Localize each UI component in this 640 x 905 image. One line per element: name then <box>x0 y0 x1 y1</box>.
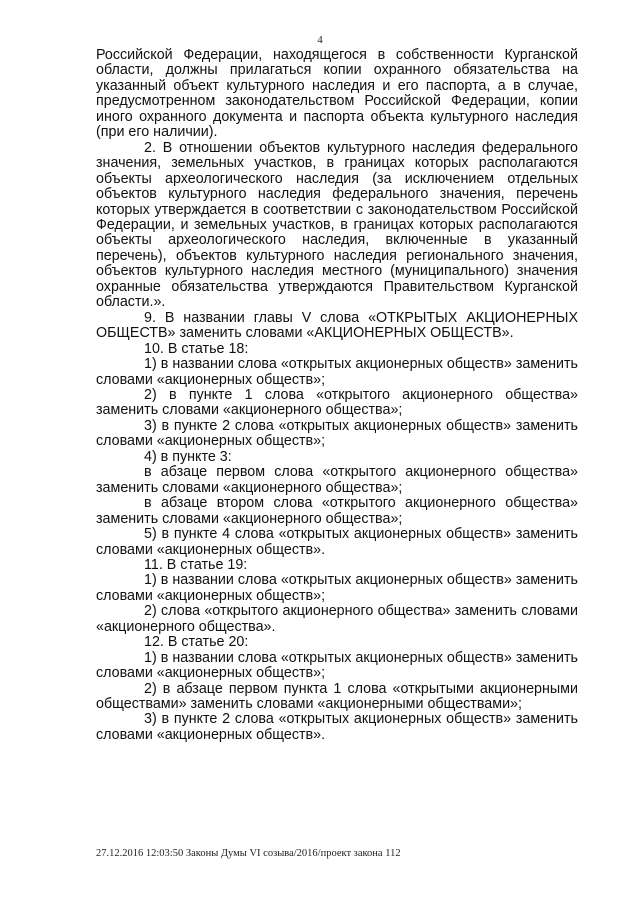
paragraph: 1) в названии слова «открытых акционерных обществ» заменить словами «акционерных обществ»; <box>96 649 578 682</box>
paragraph: 1) в названии слова «открытых акционерных обществ» заменить словами «акционерных обществ»; <box>96 356 578 388</box>
paragraph: 3) в пункте 2 слова «открытых акционерных обществ» заменить словами «акционерных обществ»; <box>96 417 578 450</box>
paragraph: в абзаце первом слова «открытого акционерного общества» заменить словами «акционерного общества»; <box>96 464 578 496</box>
paragraph: 2. В отношении объектов культурного наследия федерального значения, земельных участков, в границах которых располагаются объекты археологического наследия (за исключением отдельных объектов культурного наследия федерального значения, перечень которых утверждается в соответствии с законодательством Российской Федерации, и земельных участков, в границах которых располагаются объекты археологического наследия, включенные в указанный перечень), объектов культурного наследия регионального значения, объектов культурного наследия местного (муниципального) значения охранные обязательства утверждаются Правительством Курганской области.». <box>96 139 578 311</box>
paragraph: 2) в абзаце первом пункта 1 слова «открытыми акционерными обществами» заменить словами «акционерными обществами»; <box>96 680 578 713</box>
document-body <box>96 48 578 743</box>
paragraph: 2) в пункте 1 слова «открытого акционерного общества» заменить словами «акционерного общества»; <box>96 386 578 419</box>
paragraph: в абзаце втором слова «открытого акционерного общества» заменить словами «акционерного общества»; <box>96 495 578 527</box>
document-footer: 27.12.2016 12:03:50 Законы Думы VI созыва/2016/проект закона 112 <box>96 848 401 859</box>
paragraph: 10. В статье 18: <box>144 340 249 357</box>
paragraph: 2) слова «открытого акционерного общества» заменить словами «акционерного общества». <box>96 603 578 635</box>
paragraph: 11. В статье 19: <box>144 556 248 573</box>
paragraph: Российской Федерации, находящегося в собственности Курганской области, должны прилагаться копии охранного обязательства на указанный объект культурного наследия и его паспорта, а в случае, предусмотренном законодательством Российской Федерации, копии иного охранного документа и паспорта объекта культурного наследия (при его наличии). <box>96 47 578 141</box>
paragraph: 5) в пункте 4 слова «открытых акционерных обществ» заменить словами «акционерных обществ». <box>96 526 578 558</box>
paragraph: 3) в пункте 2 слова «открытых акционерных обществ» заменить словами «акционерных обществ». <box>96 711 578 743</box>
paragraph: 4) в пункте 3: <box>144 448 232 465</box>
page-number: 4 <box>317 34 323 46</box>
paragraph: 9. В названии главы V слова «ОТКРЫТЫХ АКЦИОНЕРНЫХ ОБЩЕСТВ» заменить словами «АКЦИОНЕРНЫХ ОБЩЕСТВ». <box>96 309 578 342</box>
paragraph: 1) в названии слова «открытых акционерных обществ» заменить словами «акционерных обществ»; <box>96 572 578 604</box>
paragraph: 12. В статье 20: <box>144 634 249 651</box>
